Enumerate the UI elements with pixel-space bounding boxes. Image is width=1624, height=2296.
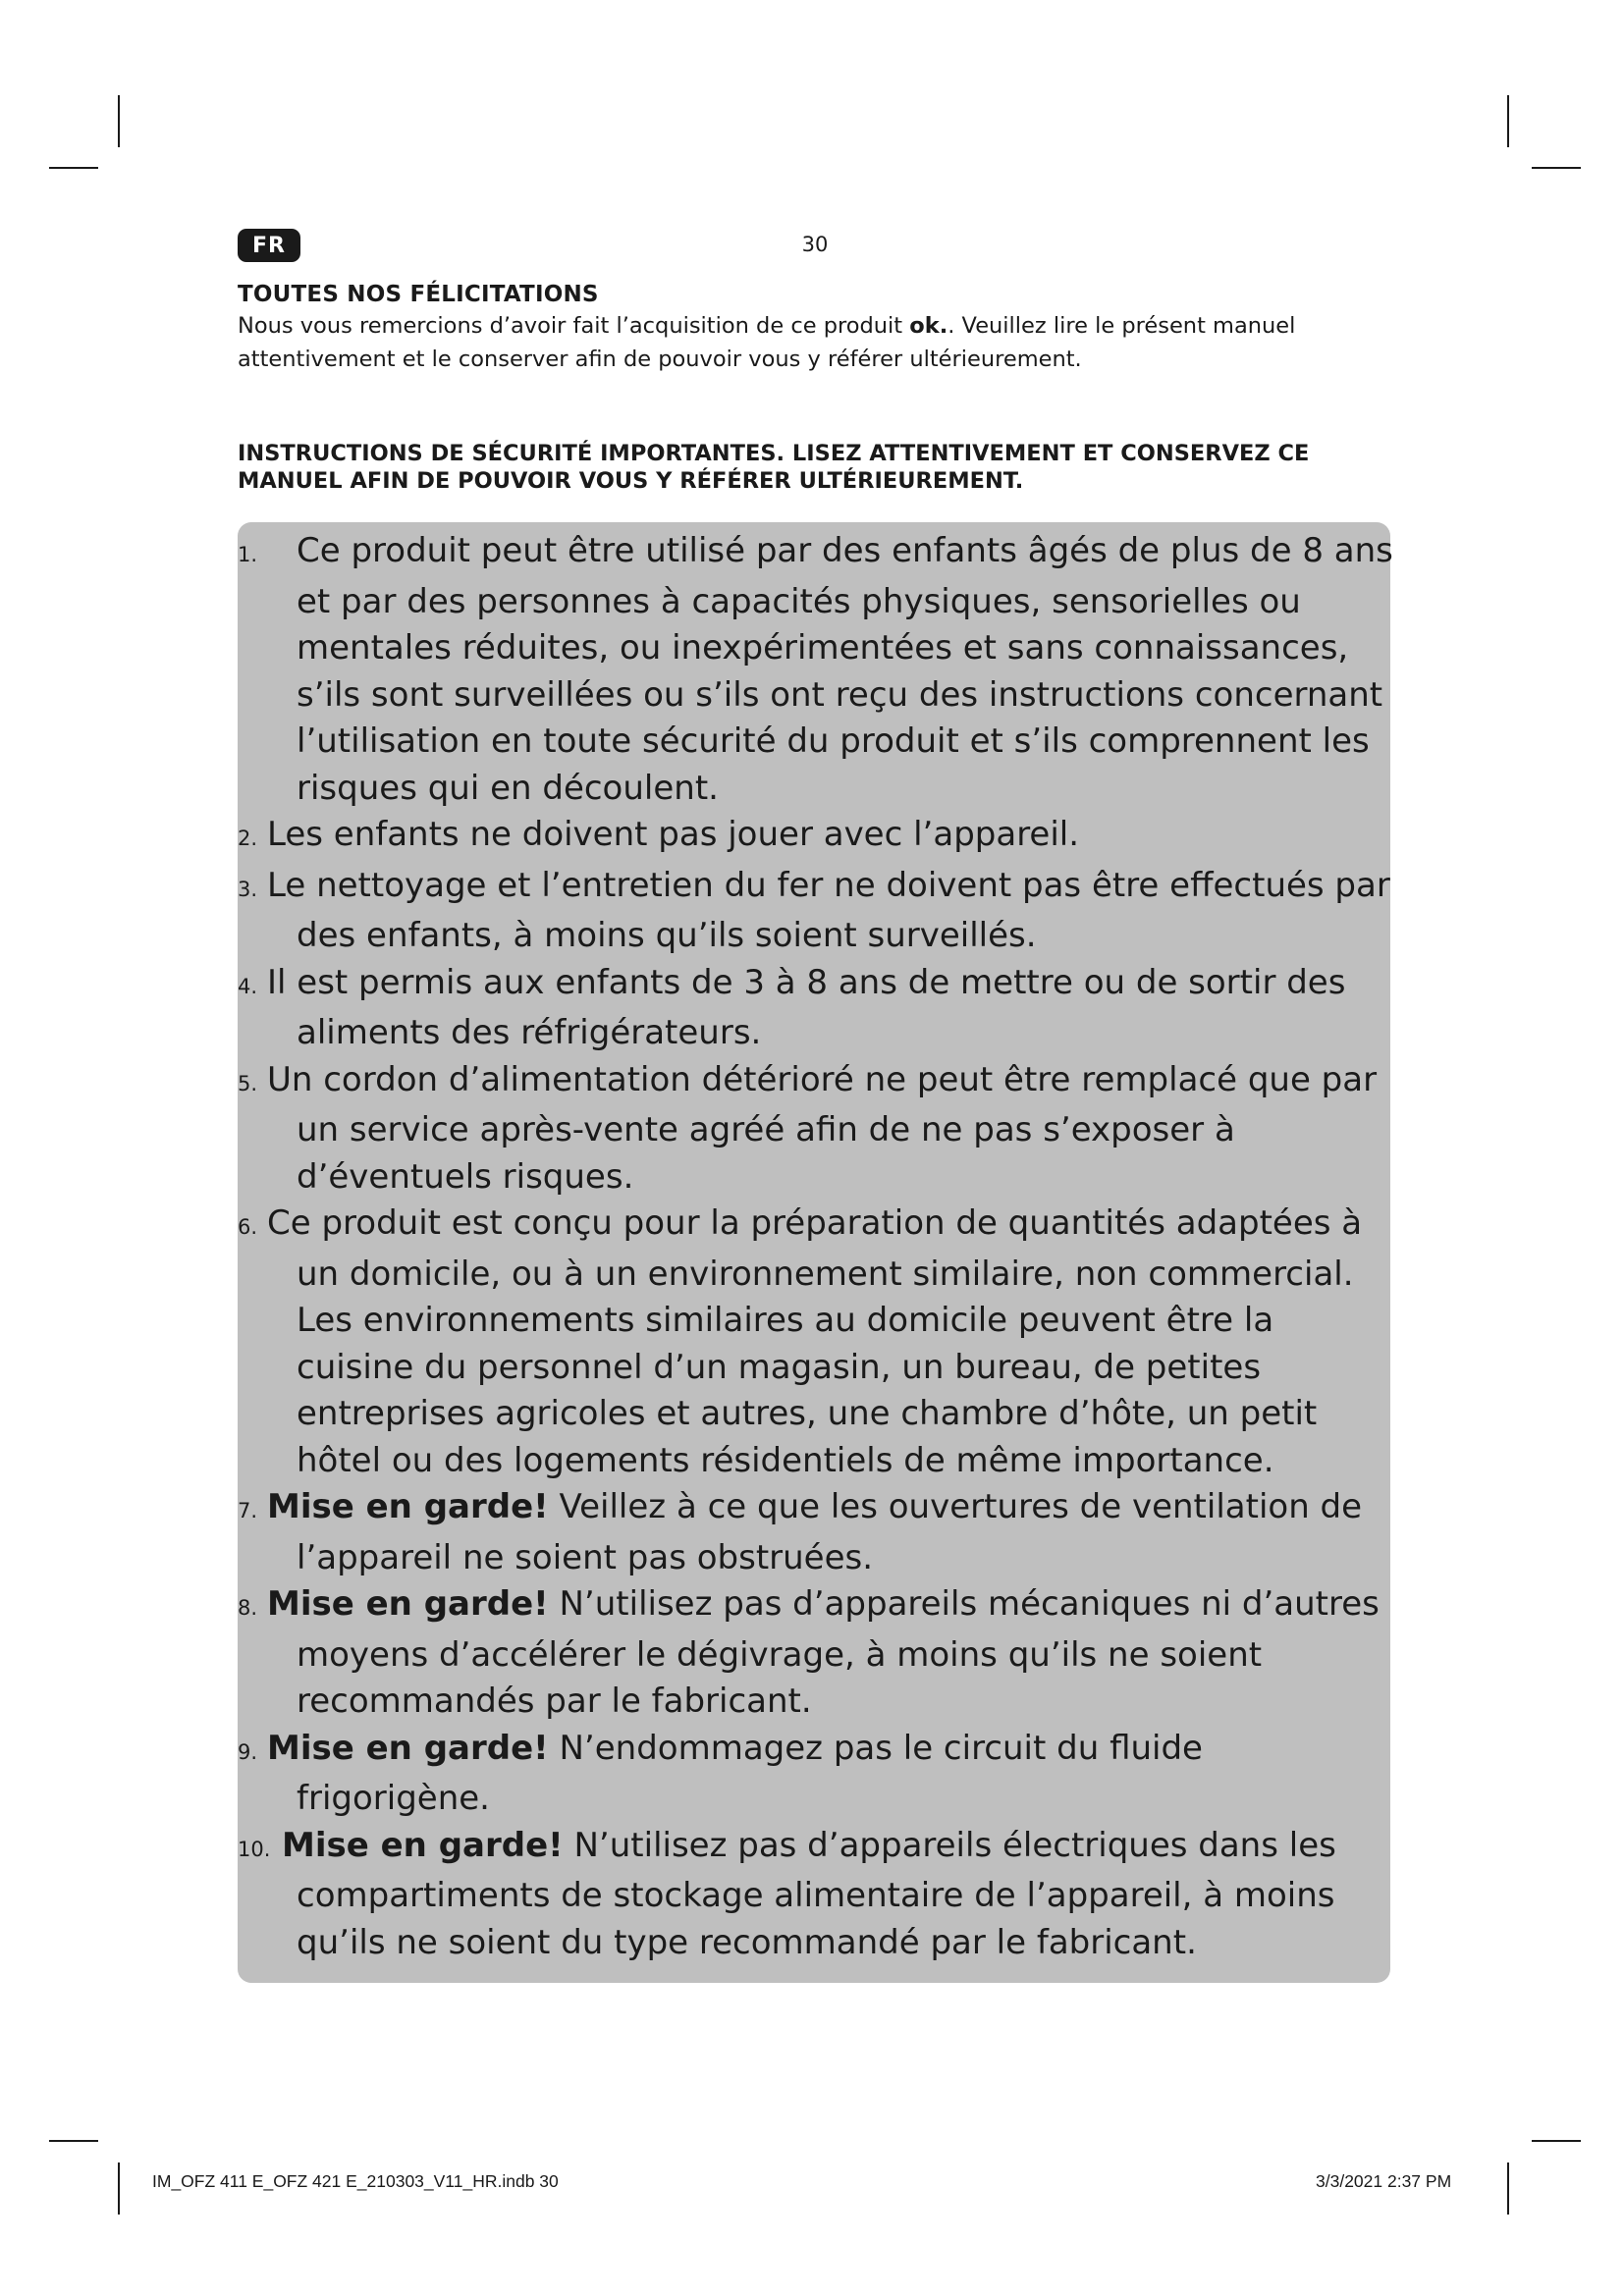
crop-mark (1532, 2140, 1581, 2142)
safety-list (238, 528, 1396, 1966)
list-item: 1. Ce produit peut être utilisé par des enfants âgés de plus de 8 ans et par des personnes à capacités physiques, sensorielles ou mentales réduites, ou inexpérimentées et sans connaissances, s’ils sont surveillées ou s’ils ont reçu des instructions concernant l’utilisation en toute sécurité du produit et s’ils comprennent les risques qui en découlent. (238, 531, 1393, 808)
product-name: ok. (909, 313, 948, 339)
warning-label: Mise en garde! (267, 1487, 549, 1526)
list-item: 10. Mise en garde! N’utilisez pas d’appareils électriques dans les compartiments de stockage alimentaire de l’appareil, à moins qu’ils ne soient du type recommandé par le fabricant. (238, 1825, 1336, 1962)
crop-mark (49, 2140, 98, 2142)
warning-label: Mise en garde! (282, 1825, 564, 1865)
crop-mark (1507, 2163, 1509, 2215)
safety-heading: INSTRUCTIONS DE SÉCURITÉ IMPORTANTES. LISEZ ATTENTIVEMENT ET CONSERVEZ CE MANUEL AFIN DE POUVOIR VOUS Y RÉFÉRER ULTÉRIEUREMENT. (238, 441, 1310, 494)
intro-paragraph: Nous vous remercions d’avoir fait l’acquisition de ce produit ok.. Veuillez lire le présent manuel attentivement et le conserver afin de pouvoir vous y référer ultérieurement. (238, 313, 1296, 372)
footer-timestamp: 3/3/2021 2:37 PM (1316, 2171, 1452, 2191)
list-item: 2. Les enfants ne doivent pas jouer avec l’appareil. (238, 815, 1080, 854)
warning-label: Mise en garde! (267, 1728, 549, 1768)
warning-label: Mise en garde! (267, 1584, 549, 1624)
list-item: 7. Mise en garde! Veillez à ce que les ouvertures de ventilation de l’appareil ne soient pas obstruées. (238, 1487, 1363, 1577)
crop-mark (1507, 95, 1509, 147)
language-badge: FR (238, 229, 300, 262)
congrats-heading: TOUTES NOS FÉLICITATIONS (238, 282, 599, 307)
list-item: 3. Le nettoyage et l’entretien du fer ne doivent pas être effectués par des enfants, à moins qu’ils soient surveillés. (238, 865, 1390, 955)
list-item: 4. Il est permis aux enfants de 3 à 8 ans de mettre ou de sortir des aliments des réfrigérateurs. (238, 962, 1346, 1052)
list-item: 8. Mise en garde! N’utilisez pas d’appareils mécaniques ni d’autres moyens d’accélérer le dégivrage, à moins qu’ils ne soient recommandés par le fabricant. (238, 1584, 1380, 1721)
list-item: 6. Ce produit est conçu pour la préparation de quantités adaptées à un domicile, ou à un environnement similaire, non commercial. Les environnements similaires au domicile peuvent être la cuisine du personnel d’un magasin, un bureau, de petites entreprises agricoles et autres, une chambre d’hôte, un petit hôtel ou des logements résidentiels de même importance. (238, 1203, 1363, 1480)
crop-mark (118, 95, 120, 147)
crop-mark (49, 167, 98, 169)
crop-mark (118, 2163, 120, 2215)
page-number: 30 (801, 233, 829, 256)
list-item: 9. Mise en garde! N’endommagez pas le circuit du fluide frigorigène. (238, 1728, 1203, 1818)
footer-filename: IM_OFZ 411 E_OFZ 421 E_210303_V11_HR.indb 30 (152, 2171, 559, 2191)
list-item: 5. Un cordon d’alimentation détérioré ne peut être remplacé que par un service après-vente agréé afin de ne pas s’exposer à d’éventuels risques. (238, 1059, 1378, 1197)
crop-mark (1532, 167, 1581, 169)
